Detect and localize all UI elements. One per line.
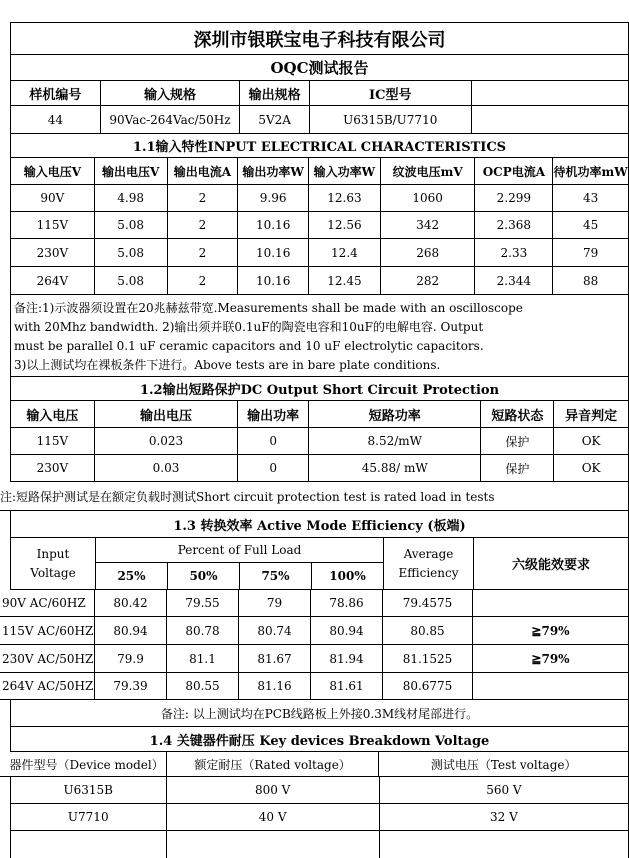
s1-cell: 12.45 <box>309 267 381 294</box>
s3-cell <box>473 590 628 616</box>
s4-cell: U7710 <box>11 804 167 830</box>
s3-cell <box>473 673 628 699</box>
s3-cell: 79.4575 <box>383 590 473 616</box>
s1-cell: 10.16 <box>238 212 309 238</box>
s1-cell: 5.08 <box>95 212 168 238</box>
s4-cell: 800 V <box>167 777 380 803</box>
s1-header: 输入功率W <box>309 158 381 184</box>
s1-row <box>10 212 629 239</box>
s1-cell: 2.344 <box>475 267 553 294</box>
section4-header-row <box>0 752 629 777</box>
s2-cell: 0.03 <box>95 455 239 481</box>
eff-average-header: Average Efficiency <box>384 538 474 589</box>
s1-cell: 5.08 <box>95 239 168 266</box>
eff-load-header: 75% <box>240 563 312 589</box>
s1-cell: 2.299 <box>475 185 553 211</box>
s1-header: OCP电流A <box>475 158 553 184</box>
s3-row <box>0 590 629 617</box>
s2-header: 短路状态 <box>481 401 554 427</box>
section1-title: 1.1输入特性INPUT ELECTRICAL CHARACTERISTICS <box>10 134 629 158</box>
s2-cell: 0 <box>238 455 309 481</box>
s3-row <box>0 645 629 673</box>
s4-row <box>10 831 629 858</box>
s4-cell <box>11 831 167 858</box>
s1-row <box>10 267 629 295</box>
s4-row <box>10 777 629 804</box>
note-line: 备注:1)示波器须设置在20兆赫兹带宽.Measurements shall be made with an oscilloscope <box>14 301 523 315</box>
eff-load-header: 50% <box>168 563 240 589</box>
s1-cell: 2 <box>168 239 239 266</box>
s1-cell: 12.63 <box>309 185 381 211</box>
s3-cell: 115V AC/60HZ <box>0 617 95 644</box>
s3-cell: 90V AC/60HZ <box>0 590 95 616</box>
s3-row <box>0 617 629 645</box>
info-output-spec: 5V2A <box>240 106 310 133</box>
s4-header: 测试电压（Test voltage） <box>430 757 577 772</box>
s3-cell: 79.9 <box>95 645 167 672</box>
s1-cell: 45 <box>582 218 599 232</box>
section3-header <box>10 538 629 590</box>
s1-cell: 10.16 <box>238 239 309 266</box>
info-header-output-spec: 输出规格 <box>240 81 310 105</box>
s3-cell: 80.78 <box>167 617 239 644</box>
s3-cell: 79.55 <box>167 590 239 616</box>
s1-cell: 115V <box>11 212 95 238</box>
s4-cell: U6315B <box>11 777 167 803</box>
s3-cell: 80.94 <box>95 617 167 644</box>
info-header-ic-model: IC型号 <box>310 81 471 105</box>
s2-cell: 保护 <box>481 455 554 481</box>
section1-note <box>10 295 629 377</box>
section4-title: 1.4 关键器件耐压 Key devices Breakdown Voltage <box>10 727 629 752</box>
s2-cell: 45.88/ mW <box>309 455 481 481</box>
s1-cell: 9.96 <box>238 185 309 211</box>
s1-cell: 79 <box>582 245 599 260</box>
s3-cell: 79.39 <box>95 673 167 699</box>
s2-cell: 8.52/mW <box>309 428 481 454</box>
s2-header: 异音判定 <box>565 408 618 424</box>
s1-cell: 90V <box>11 185 95 211</box>
s2-cell: OK <box>581 461 601 475</box>
s1-cell: 10.16 <box>238 267 309 294</box>
info-input-spec: 90Vac-264Vac/50Hz <box>101 106 241 133</box>
s1-header: 输出电流A <box>168 158 239 184</box>
eff-input-voltage-header: Input Voltage <box>11 538 96 589</box>
s4-cell: 560 V <box>486 783 522 797</box>
s3-cell: 78.86 <box>311 590 383 616</box>
s3-cell: 81.61 <box>311 673 383 699</box>
s4-header: 额定耐压（Rated voltage） <box>167 752 380 776</box>
s2-header: 输入电压 <box>11 401 95 427</box>
s2-cell: 0.023 <box>95 428 239 454</box>
s3-cell: 80.94 <box>311 617 383 644</box>
info-header-sample-no: 样机编号 <box>11 81 101 105</box>
info-header-row <box>10 81 629 106</box>
section2-note: 注:短路保护测试是在额定负载时测试Short circuit protection test is rated load in tests <box>0 482 629 511</box>
s3-cell: ≧79% <box>531 651 570 666</box>
s1-cell: 12.56 <box>309 212 381 238</box>
s3-cell: 81.1 <box>167 645 239 672</box>
s3-cell: ≧79% <box>531 623 570 638</box>
info-empty <box>472 106 628 133</box>
s1-row <box>10 239 629 267</box>
s1-cell: 268 <box>381 239 476 266</box>
s3-cell: 81.1525 <box>383 645 473 672</box>
note-line: 3)以上测试均在裸板条件下进行。Above tests are in bare plate conditions. <box>14 358 441 372</box>
s1-cell: 5.08 <box>95 267 168 294</box>
s4-cell: 40 V <box>167 804 380 830</box>
info-sample-no: 44 <box>11 106 101 133</box>
s3-cell: 81.94 <box>311 645 383 672</box>
s3-cell: 80.55 <box>167 673 239 699</box>
s4-header: 器件型号（Device model） <box>0 752 167 776</box>
section1-header-row <box>10 158 629 185</box>
s1-header: 纹波电压mV <box>381 158 476 184</box>
s3-cell: 80.85 <box>383 617 473 644</box>
s2-cell: 230V <box>11 455 95 481</box>
s3-cell: 79 <box>239 590 311 616</box>
s1-cell: 230V <box>11 239 95 266</box>
s3-cell: 80.42 <box>95 590 167 616</box>
company-title: 深圳市银联宝电子科技有限公司 <box>10 22 629 55</box>
note-line: must be parallel 0.1 uF ceramic capacitors and 10 uF electrolytic capacitors. <box>14 339 484 353</box>
s1-cell: 2 <box>168 267 239 294</box>
eff-percent-header: Percent of Full Load <box>96 538 384 563</box>
s1-cell: 43 <box>582 191 599 205</box>
eff-load-header: 25% <box>96 563 168 589</box>
s1-header: 输出电压V <box>95 158 168 184</box>
info-header-input-spec: 输入规格 <box>101 81 241 105</box>
s2-cell: 115V <box>11 428 95 454</box>
s2-header: 输出电压 <box>95 401 239 427</box>
section2-header-row <box>10 401 629 428</box>
s4-row <box>10 804 629 831</box>
s4-cell: 32 V <box>490 810 518 824</box>
s3-cell: 81.16 <box>239 673 311 699</box>
s3-cell: 264V AC/50HZ <box>0 673 95 699</box>
eff-load-header: 100% <box>312 563 384 589</box>
s1-cell: 282 <box>381 267 476 294</box>
s3-row <box>0 673 629 700</box>
s1-cell: 1060 <box>381 185 476 211</box>
s2-row <box>10 428 629 455</box>
section3-title: 1.3 转换效率 Active Mode Efficiency (板端) <box>10 511 629 538</box>
s2-header: 短路功率 <box>309 401 481 427</box>
report-title: OQC测试报告 <box>10 55 629 81</box>
s4-cell <box>167 831 380 858</box>
s3-cell: 80.6775 <box>383 673 473 699</box>
info-ic-model: U6315B/U7710 <box>310 106 471 133</box>
note-line: with 20Mhz bandwidth. 2)输出须并联0.1uF的陶瓷电容和10uF的电解电容. Output <box>14 320 484 334</box>
s1-cell: 88 <box>582 273 599 288</box>
s1-cell: 2 <box>168 185 239 211</box>
eff-requirement-header: 六级能效要求 <box>511 558 590 573</box>
s2-cell: 保护 <box>481 428 554 454</box>
s2-row <box>10 455 629 482</box>
s3-cell: 80.74 <box>239 617 311 644</box>
section3-note: 备注: 以上测试均在PCB线路板上外接0.3M线材尾部进行。 <box>10 700 629 727</box>
s2-cell: 0 <box>238 428 309 454</box>
section2-title: 1.2输出短路保护DC Output Short Circuit Protection <box>10 377 629 401</box>
s2-cell: OK <box>581 434 601 448</box>
s1-cell: 2.368 <box>475 212 553 238</box>
s1-row <box>10 185 629 212</box>
info-value-row <box>10 106 629 134</box>
s1-cell: 342 <box>381 212 476 238</box>
s2-header: 输出功率 <box>238 401 309 427</box>
s3-cell: 81.67 <box>239 645 311 672</box>
s1-cell: 4.98 <box>95 185 168 211</box>
s1-header: 待机功率mW <box>553 165 628 179</box>
s1-header: 输入电压V <box>11 158 95 184</box>
s1-cell: 2 <box>168 212 239 238</box>
s1-header: 输出功率W <box>238 158 309 184</box>
s1-cell: 264V <box>11 267 95 294</box>
s3-cell: 230V AC/50HZ <box>0 645 95 672</box>
s4-cell <box>380 831 628 858</box>
s1-cell: 2.33 <box>475 239 553 266</box>
info-header-empty <box>472 81 628 105</box>
s1-cell: 12.4 <box>309 239 381 266</box>
